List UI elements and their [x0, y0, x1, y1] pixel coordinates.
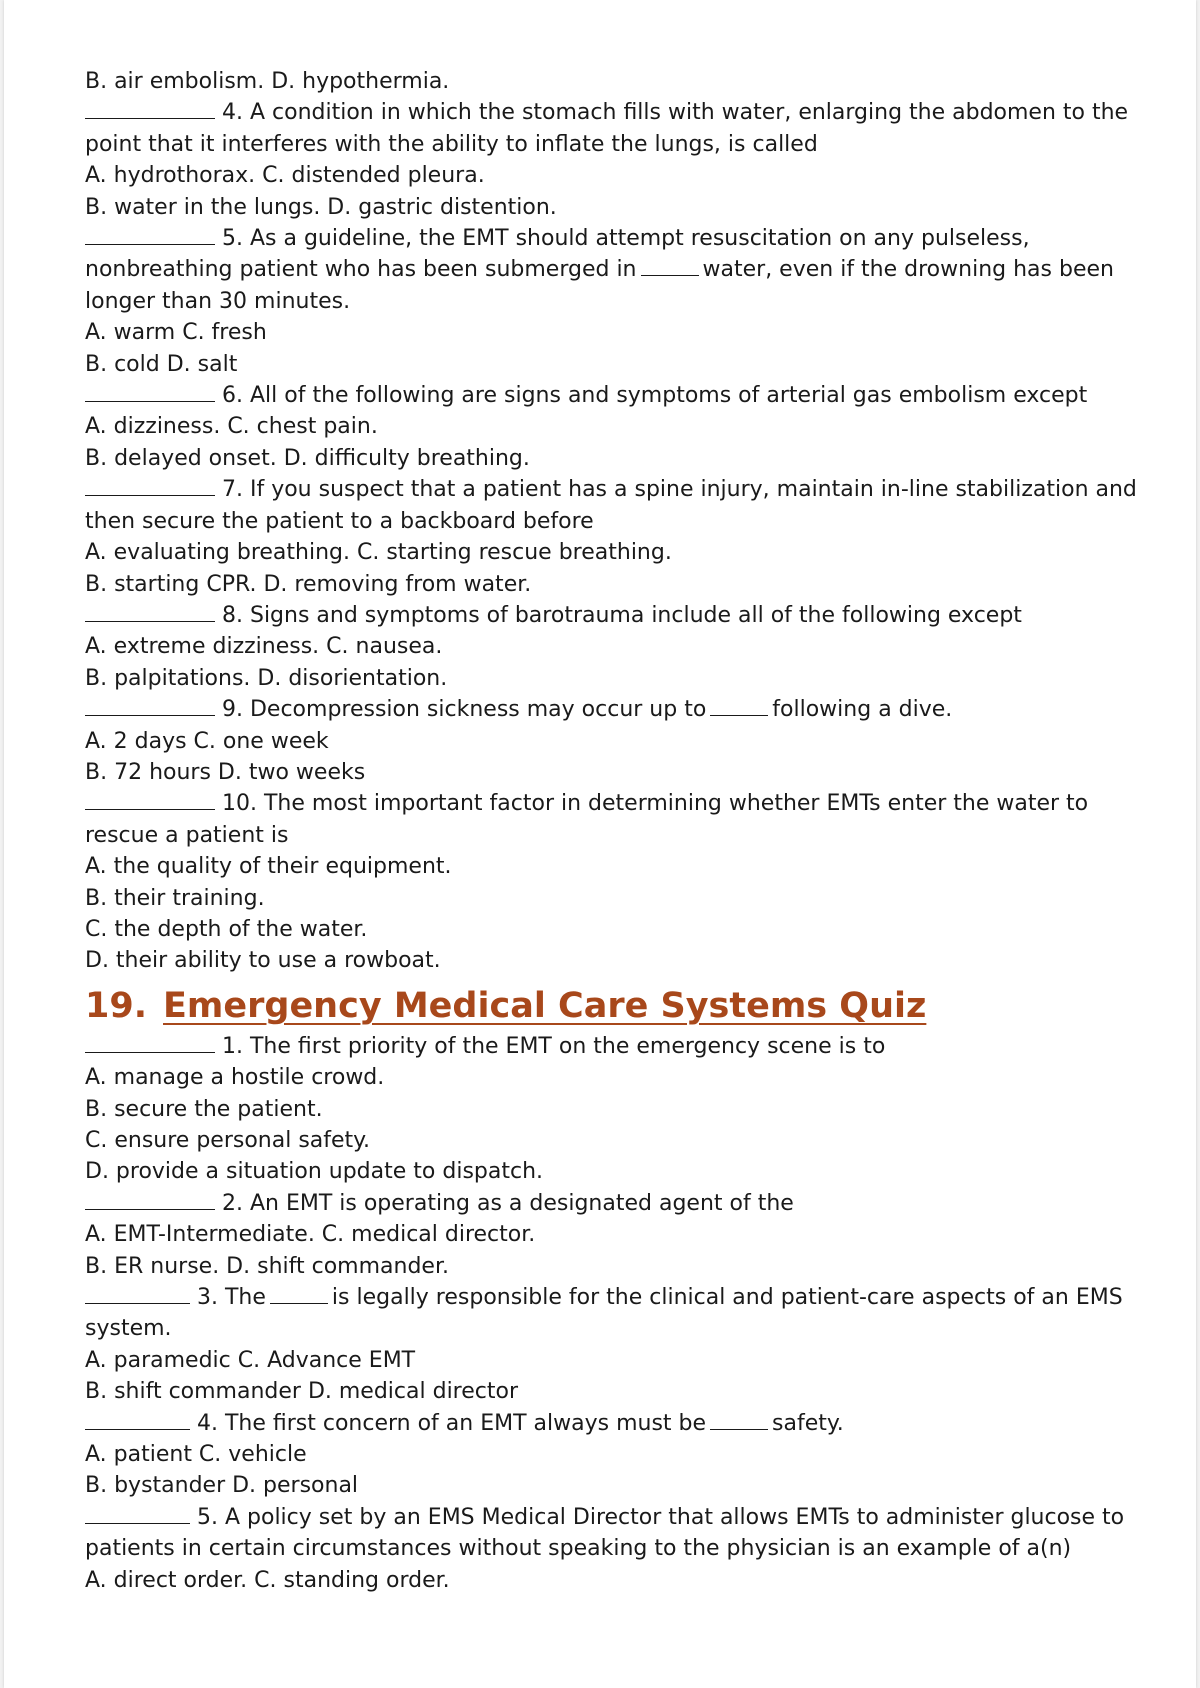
option-line: B. their training. — [85, 885, 265, 911]
option-line: B. shift commander D. medical director — [85, 1379, 519, 1405]
answer-blank[interactable] — [85, 1032, 215, 1053]
option-line: B. secure the patient. — [85, 1096, 323, 1122]
answer-blank[interactable] — [85, 224, 215, 245]
option-line: D. provide a situation update to dispatch. — [85, 1159, 544, 1185]
answer-blank[interactable] — [85, 98, 215, 119]
question-continuation: patients in certain circumstances without speaking to the physician is an example of a(n) — [85, 1536, 1072, 1562]
answer-blank[interactable] — [85, 381, 215, 402]
fill-in-blank — [641, 255, 699, 276]
question-line: 6. All of the following are signs and symptoms of arterial gas embolism except — [85, 380, 1145, 411]
section-heading — [85, 981, 1145, 1031]
option-line: B. delayed onset. D. difficulty breathing. — [85, 445, 530, 471]
document-page — [4, 0, 1196, 1688]
section-number: 19. — [85, 985, 148, 1026]
option-line: C. ensure personal safety. — [85, 1128, 371, 1153]
option-line: A. the quality of their equipment. — [85, 854, 452, 880]
question-line: 4. A condition in which the stomach fills with water, enlarging the abdomen to the — [85, 97, 1145, 128]
fill-in-blank — [710, 1409, 768, 1430]
question-line: 4. The first concern of an EMT always must be safety. — [85, 1408, 1145, 1439]
question-continuation: then secure the patient to a backboard before — [85, 508, 594, 534]
option-line: D. their ability to use a rowboat. — [85, 948, 441, 974]
question-continuation: point that it interferes with the ability to inflate the lungs, is called — [85, 131, 818, 157]
option-line: A. paramedic C. Advance EMT — [85, 1347, 416, 1373]
question-line: 3. The is legally responsible for the clinical and patient-care aspects of an EMS — [85, 1282, 1145, 1313]
question-continuation: nonbreathing patient who has been submerged in water, even if the drowning has been — [85, 257, 1114, 283]
option-line: A. dizziness. C. chest pain. — [85, 414, 378, 440]
section-title: Emergency Medical Care Systems Quiz — [163, 985, 927, 1026]
question-continuation: system. — [85, 1316, 172, 1342]
question-line: 7. If you suspect that a patient has a spine injury, maintain in-line stabilization and — [85, 474, 1145, 505]
quiz-content — [85, 66, 1145, 1596]
option-line: B. starting CPR. D. removing from water. — [85, 571, 532, 597]
question-line: 10. The most important factor in determining whether EMTs enter the water to — [85, 788, 1145, 819]
option-line: A. extreme dizziness. C. nausea. — [85, 634, 443, 660]
answer-blank[interactable] — [85, 695, 215, 716]
option-line: B. palpitations. D. disorientation. — [85, 665, 448, 691]
question-line: 5. As a guideline, the EMT should attempt resuscitation on any pulseless, — [85, 223, 1145, 254]
option-line: A. EMT-Intermediate. C. medical director. — [85, 1222, 536, 1248]
option-line: B. 72 hours D. two weeks — [85, 759, 366, 785]
question-line: 5. A policy set by an EMS Medical Director that allows EMTs to administer glucose to — [85, 1502, 1145, 1533]
option-line: A. warm C. fresh — [85, 320, 267, 346]
fill-in-blank — [270, 1283, 328, 1304]
option-line: B. bystander D. personal — [85, 1473, 359, 1499]
answer-line: B. air embolism. D. hypothermia. — [85, 69, 450, 94]
option-line: A. hydrothorax. C. distended pleura. — [85, 163, 485, 189]
option-line: B. ER nurse. D. shift commander. — [85, 1253, 449, 1279]
answer-blank[interactable] — [85, 1503, 190, 1524]
option-line: A. evaluating breathing. C. starting rescue breathing. — [85, 540, 672, 566]
question-continuation: rescue a patient is — [85, 822, 289, 848]
fill-in-blank — [710, 695, 768, 716]
option-line: A. patient C. vehicle — [85, 1442, 307, 1468]
answer-blank[interactable] — [85, 601, 215, 622]
question-line: 9. Decompression sickness may occur up to following a dive. — [85, 694, 1145, 725]
option-line: B. cold D. salt — [85, 351, 238, 377]
answer-blank[interactable] — [85, 1409, 190, 1430]
question-line: 8. Signs and symptoms of barotrauma include all of the following except — [85, 600, 1145, 631]
answer-blank[interactable] — [85, 475, 215, 496]
question-line: 2. An EMT is operating as a designated agent of the — [85, 1188, 1145, 1219]
option-line: A. direct order. C. standing order. — [85, 1567, 450, 1593]
question-line: 1. The first priority of the EMT on the emergency scene is to — [85, 1031, 1145, 1062]
answer-blank[interactable] — [85, 1283, 190, 1304]
option-line: C. the depth of the water. — [85, 916, 368, 942]
option-line: B. water in the lungs. D. gastric distention. — [85, 194, 557, 220]
option-line: A. 2 days C. one week — [85, 728, 329, 754]
answer-blank[interactable] — [85, 1189, 215, 1210]
question-continuation: longer than 30 minutes. — [85, 288, 351, 314]
option-line: A. manage a hostile crowd. — [85, 1065, 385, 1091]
answer-blank[interactable] — [85, 789, 215, 810]
